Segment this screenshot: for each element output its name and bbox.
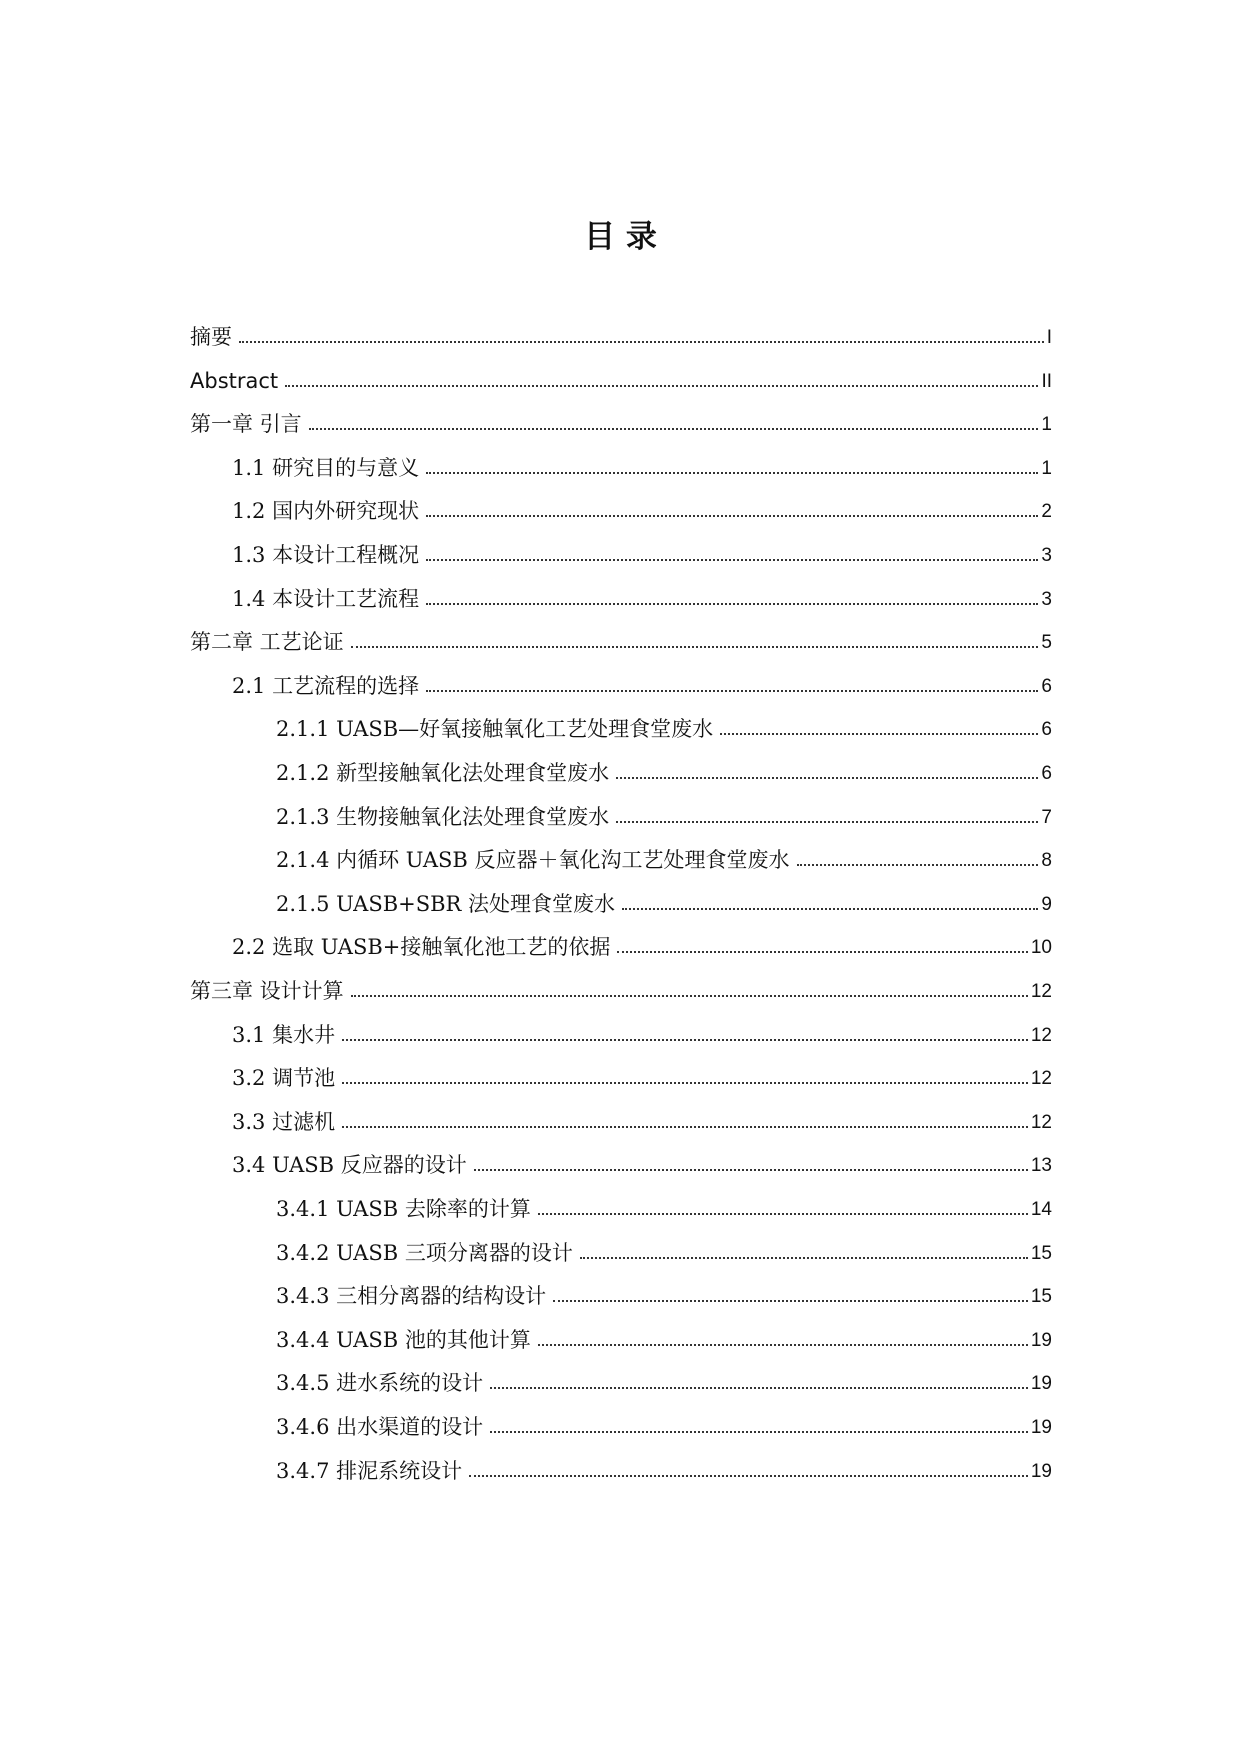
toc-entry-label: 2.1.1 UASB—好氧接触氧化工艺处理食堂废水 (276, 716, 714, 741)
toc-dot-leader (490, 1431, 1028, 1433)
toc-dot-leader (538, 1213, 1028, 1215)
toc-entry[interactable] (232, 447, 1052, 481)
toc-dot-leader (342, 1126, 1028, 1128)
toc-dot-leader (474, 1169, 1028, 1171)
toc-entry-label: 3.4.1 UASB 去除率的计算 (276, 1196, 531, 1221)
toc-entry[interactable] (190, 403, 1052, 437)
toc-entry-page-number: 19 (1030, 1330, 1052, 1352)
toc-entry-label: 3.4.4 UASB 池的其他计算 (276, 1327, 531, 1352)
toc-dot-leader (309, 428, 1039, 430)
toc-dot-leader (616, 777, 1038, 779)
toc-entry-label: 第三章 设计计算 (190, 978, 344, 1003)
toc-entry-page-number: 19 (1030, 1461, 1052, 1483)
toc-entry[interactable] (276, 796, 1052, 830)
toc-entry-page-number: 9 (1041, 894, 1052, 916)
toc-entry-page-number: 1 (1041, 458, 1052, 480)
toc-entry[interactable] (190, 360, 1052, 394)
toc-entry-page-number: 19 (1030, 1417, 1052, 1439)
toc-entry-page-number: 2 (1041, 501, 1052, 523)
toc-entry-page-number: 14 (1030, 1199, 1052, 1221)
toc-entry[interactable] (232, 1014, 1052, 1048)
toc-entry-page-number: 15 (1030, 1243, 1052, 1265)
toc-entry-label: 1.4 本设计工艺流程 (232, 586, 420, 611)
toc-entry-page-number: 15 (1030, 1286, 1052, 1308)
toc-entry-label: 第二章 工艺论证 (190, 629, 344, 654)
toc-entry[interactable] (190, 970, 1052, 1004)
toc-entry[interactable] (276, 752, 1052, 786)
toc-entry[interactable] (276, 883, 1052, 917)
toc-entry-label: 2.1 工艺流程的选择 (232, 673, 420, 698)
toc-dot-leader (469, 1475, 1028, 1477)
toc-entry[interactable] (232, 534, 1052, 568)
toc-entry[interactable] (276, 1188, 1052, 1222)
toc-entry-page-number: 6 (1041, 763, 1052, 785)
toc-entry-page-number: 12 (1030, 1068, 1052, 1090)
toc-entry[interactable] (276, 1319, 1052, 1353)
toc-dot-leader (351, 646, 1039, 648)
toc-entry-label: 3.4.3 三相分离器的结构设计 (276, 1283, 547, 1308)
toc-entry-page-number: 6 (1041, 719, 1052, 741)
toc-dot-leader (622, 908, 1038, 910)
toc-entry-label: 1.1 研究目的与意义 (232, 455, 420, 480)
toc-entry[interactable] (276, 839, 1052, 873)
toc-dot-leader (617, 951, 1027, 953)
toc-entry-page-number: 1 (1041, 414, 1052, 436)
toc-entry-page-number: 10 (1030, 937, 1052, 959)
toc-dot-leader (351, 995, 1028, 997)
toc-entry-label: 3.3 过滤机 (232, 1109, 336, 1134)
toc-entry[interactable] (190, 316, 1052, 350)
toc-entry-label: 1.3 本设计工程概况 (232, 542, 420, 567)
toc-entry[interactable] (276, 1362, 1052, 1396)
toc-entry[interactable] (190, 621, 1052, 655)
toc-entry[interactable] (276, 1232, 1052, 1266)
toc-dot-leader (720, 733, 1038, 735)
toc-dot-leader (426, 603, 1038, 605)
toc-dot-leader (426, 472, 1038, 474)
toc-entry-page-number: 12 (1030, 1025, 1052, 1047)
toc-entry-label: 3.1 集水井 (232, 1022, 336, 1047)
toc-entry[interactable] (232, 665, 1052, 699)
toc-entry[interactable] (276, 1450, 1052, 1484)
toc-entry-label: Abstract (190, 368, 279, 393)
toc-entry-label: 2.2 选取 UASB+接触氧化池工艺的依据 (232, 934, 611, 959)
toc-dot-leader (426, 515, 1038, 517)
toc-entry[interactable] (276, 1275, 1052, 1309)
toc-dot-leader (342, 1082, 1028, 1084)
toc-entry[interactable] (232, 1144, 1052, 1178)
toc-dot-leader (538, 1344, 1028, 1346)
toc-dot-leader (580, 1257, 1028, 1259)
toc-dot-leader (285, 385, 1038, 387)
toc-dot-leader (616, 821, 1038, 823)
toc-entry-page-number: 3 (1041, 545, 1052, 567)
toc-dot-leader (490, 1387, 1028, 1389)
toc-entry-label: 摘要 (190, 324, 232, 349)
toc-entry-page-number: 12 (1030, 1112, 1052, 1134)
toc-entry-label: 第一章 引言 (190, 411, 302, 436)
toc-entry[interactable] (232, 926, 1052, 960)
toc-dot-leader (426, 559, 1038, 561)
toc-entry[interactable] (232, 1057, 1052, 1091)
toc-entry-page-number: 3 (1041, 589, 1052, 611)
toc-entry-page-number: 7 (1041, 807, 1052, 829)
toc-entry-label: 2.1.4 内循环 UASB 反应器＋氧化沟工艺处理食堂废水 (276, 847, 790, 872)
toc-entry-label: 3.4 UASB 反应器的设计 (232, 1152, 467, 1177)
toc-dot-leader (426, 690, 1038, 692)
toc-entry-label: 3.4.7 排泥系统设计 (276, 1458, 463, 1483)
toc-dot-leader (342, 1039, 1028, 1041)
toc-entry-page-number: I (1046, 327, 1052, 349)
toc-entry-label: 2.1.5 UASB+SBR 法处理食堂废水 (276, 891, 616, 916)
toc-entry-label: 2.1.3 生物接触氧化法处理食堂废水 (276, 804, 610, 829)
toc-entry-page-number: 12 (1030, 981, 1052, 1003)
toc-entry[interactable] (232, 1101, 1052, 1135)
toc-entry[interactable] (232, 578, 1052, 612)
toc-entry-label: 1.2 国内外研究现状 (232, 498, 420, 523)
toc-entry[interactable] (276, 708, 1052, 742)
toc-dot-leader (797, 864, 1039, 866)
toc-dot-leader (239, 341, 1044, 343)
toc-entry-page-number: 6 (1041, 676, 1052, 698)
toc-dot-leader (553, 1300, 1028, 1302)
toc-entry-page-number: 13 (1030, 1155, 1052, 1177)
toc-entry-page-number: 19 (1030, 1373, 1052, 1395)
toc-entry-page-number: II (1041, 371, 1052, 393)
toc-entry-label: 2.1.2 新型接触氧化法处理食堂废水 (276, 760, 610, 785)
toc-entry[interactable] (276, 1406, 1052, 1440)
page-title: 目 录 (584, 219, 657, 255)
toc-entry-page-number: 5 (1041, 632, 1052, 654)
toc-entry-label: 3.2 调节池 (232, 1065, 336, 1090)
toc-entry-label: 3.4.6 出水渠道的设计 (276, 1414, 484, 1439)
toc-entry[interactable] (232, 490, 1052, 524)
toc-entry-label: 3.4.2 UASB 三项分离器的设计 (276, 1240, 573, 1265)
toc-entry-label: 3.4.5 进水系统的设计 (276, 1370, 484, 1395)
toc-entry-page-number: 8 (1041, 850, 1052, 872)
